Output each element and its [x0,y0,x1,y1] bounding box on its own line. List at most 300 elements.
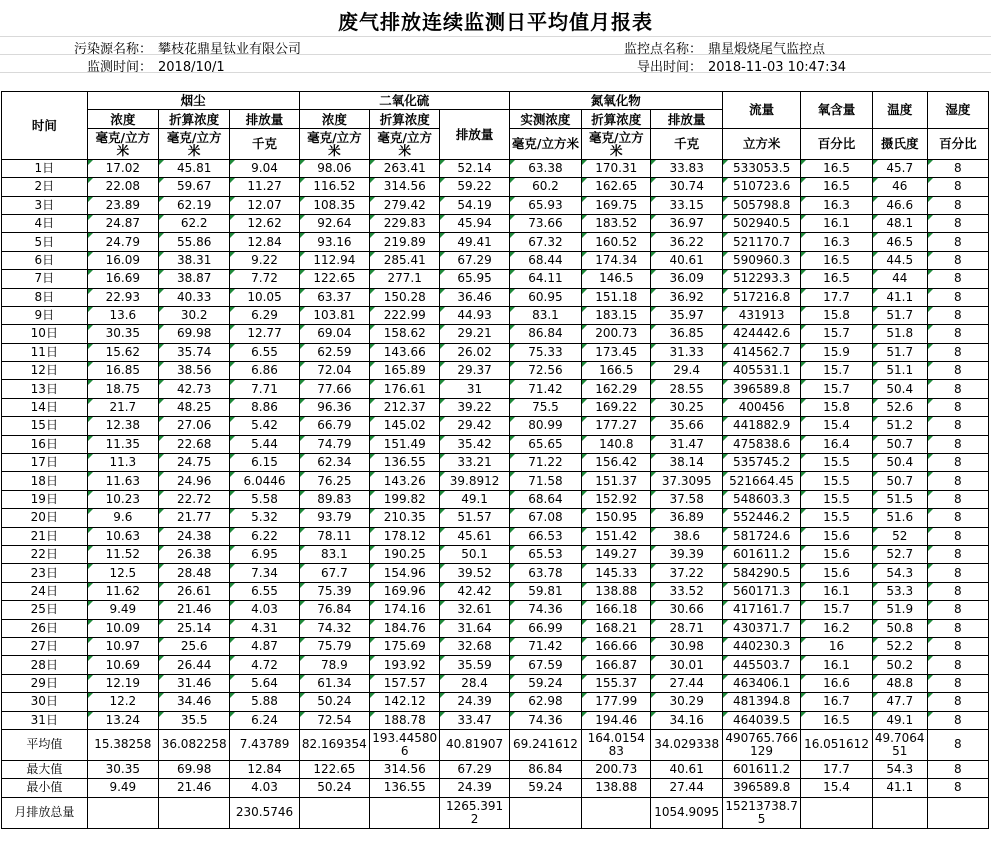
data-cell: 512293.3 [722,270,801,288]
header-dust-emission: 排放量 [230,110,299,128]
data-cell: 8 [927,362,988,380]
data-cell: 51.57 [440,509,509,527]
data-cell: 36.85 [651,325,722,343]
data-cell: 200.73 [582,325,651,343]
data-cell: 39.52 [440,564,509,582]
day-row [2,472,989,490]
data-cell: 59.81 [509,582,581,600]
data-cell: 21.46 [159,601,230,619]
data-cell: 521664.45 [722,472,801,490]
unit-c: 摄氏度 [872,128,927,159]
data-cell: 66.79 [299,417,369,435]
data-cell: 160.52 [582,233,651,251]
data-cell: 6.29 [230,306,299,324]
data-cell: 71.22 [509,454,581,472]
row-label: 17日 [2,454,88,472]
data-cell: 31.46 [159,674,230,692]
data-cell: 36.09 [651,270,722,288]
unit-mg: 毫克/立方米 [509,128,581,159]
data-cell: 6.0446 [230,472,299,490]
data-cell: 67.29 [440,251,509,269]
data-cell: 98.06 [299,159,369,177]
data-cell: 24.75 [159,454,230,472]
data-cell: 108.35 [299,196,369,214]
data-cell: 193.445806 [370,729,440,760]
data-cell: 15.4 [801,417,872,435]
data-cell: 68.44 [509,251,581,269]
data-cell: 65.95 [440,270,509,288]
data-cell: 52.2 [872,637,927,655]
data-cell: 24.38 [159,527,230,545]
data-cell: 184.76 [370,619,440,637]
data-cell: 22.08 [87,178,158,196]
data-cell: 164.015483 [582,729,651,760]
data-cell: 64.11 [509,270,581,288]
row-label: 24日 [2,582,88,600]
data-cell: 36.92 [651,288,722,306]
data-cell: 86.84 [509,760,581,778]
data-cell: 24.87 [87,214,158,232]
data-cell: 5.88 [230,693,299,711]
data-cell: 48.8 [872,674,927,692]
data-cell: 151.37 [582,472,651,490]
data-cell: 560171.3 [722,582,801,600]
data-cell: 8 [927,527,988,545]
data-cell: 75.5 [509,398,581,416]
data-cell: 183.15 [582,306,651,324]
data-cell: 8.86 [230,398,299,416]
day-row [2,178,989,196]
data-cell: 38.14 [651,454,722,472]
data-cell: 414562.7 [722,343,801,361]
data-cell: 150.28 [370,288,440,306]
data-cell: 505798.8 [722,196,801,214]
data-cell: 74.36 [509,711,581,729]
data-cell: 4.72 [230,656,299,674]
day-row [2,306,989,324]
data-cell: 60.2 [509,178,581,196]
data-cell: 16.5 [801,270,872,288]
data-cell: 96.36 [299,398,369,416]
data-cell: 154.96 [370,564,440,582]
data-cell: 67.29 [440,760,509,778]
data-cell: 59.24 [509,674,581,692]
data-cell: 12.38 [87,417,158,435]
data-cell: 15.7 [801,601,872,619]
data-cell: 65.65 [509,435,581,453]
data-cell: 8 [927,729,988,760]
data-cell: 63.37 [299,288,369,306]
data-cell: 16.5 [801,178,872,196]
data-cell: 45.81 [159,159,230,177]
row-label: 11日 [2,343,88,361]
data-cell: 156.42 [582,454,651,472]
data-cell: 40.61 [651,760,722,778]
data-cell: 35.42 [440,435,509,453]
data-cell: 93.79 [299,509,369,527]
data-cell: 8 [927,674,988,692]
data-cell: 27.06 [159,417,230,435]
data-cell: 1054.9095 [651,797,722,828]
data-cell: 31.33 [651,343,722,361]
source-label: 污染源名称： [73,42,152,57]
data-cell: 51.5 [872,490,927,508]
export-value: 2018-11-03 10:47:34 [708,60,847,75]
data-cell: 28.55 [651,380,722,398]
data-cell: 32.68 [440,637,509,655]
data-cell: 63.78 [509,564,581,582]
data-cell: 12.84 [230,233,299,251]
data-cell: 200.73 [582,760,651,778]
day-row [2,380,989,398]
data-cell: 50.8 [872,619,927,637]
data-cell: 9.49 [87,779,158,797]
data-cell: 166.18 [582,601,651,619]
data-cell: 11.3 [87,454,158,472]
data-cell: 66.53 [509,527,581,545]
data-cell: 26.61 [159,582,230,600]
data-cell: 424442.6 [722,325,801,343]
data-cell: 15.62 [87,343,158,361]
data-cell: 166.87 [582,656,651,674]
data-cell: 174.16 [370,601,440,619]
data-cell: 5.44 [230,435,299,453]
data-cell: 42.42 [440,582,509,600]
data-cell: 6.55 [230,343,299,361]
data-cell [801,797,872,828]
data-cell: 24.79 [87,233,158,251]
data-cell: 6.95 [230,545,299,563]
data-cell: 34.029338 [651,729,722,760]
data-cell: 12.07 [230,196,299,214]
row-label: 29日 [2,674,88,692]
header-so2-emission: 排放量 [440,110,509,159]
data-cell: 584290.5 [722,564,801,582]
data-cell: 15.7 [801,380,872,398]
data-cell: 229.83 [370,214,440,232]
data-cell: 32.61 [440,601,509,619]
day-row [2,398,989,416]
header-nox-measured: 实测浓度 [509,110,581,128]
data-cell: 9.04 [230,159,299,177]
data-cell: 69.98 [159,325,230,343]
max-row [2,760,989,778]
data-cell: 75.33 [509,343,581,361]
row-label: 月排放总量 [2,797,88,828]
data-cell: 54.19 [440,196,509,214]
data-cell: 31 [440,380,509,398]
data-cell: 65.53 [509,545,581,563]
data-cell: 59.67 [159,178,230,196]
data-cell: 155.37 [582,674,651,692]
data-cell: 24.39 [440,779,509,797]
data-cell: 59.22 [440,178,509,196]
data-cell: 67.59 [509,656,581,674]
data-cell: 31.64 [440,619,509,637]
data-cell: 138.88 [582,779,651,797]
data-cell: 51.7 [872,306,927,324]
export-time [570,56,846,75]
data-cell: 151.18 [582,288,651,306]
row-label: 最小值 [2,779,88,797]
data-cell: 10.05 [230,288,299,306]
day-row [2,343,989,361]
data-cell: 8 [927,306,988,324]
data-cell: 475838.6 [722,435,801,453]
header-humidity: 湿度 [927,92,988,129]
data-cell: 62.59 [299,343,369,361]
data-cell: 59.24 [509,779,581,797]
data-cell: 169.22 [582,398,651,416]
data-cell: 27.44 [651,674,722,692]
data-cell: 8 [927,601,988,619]
data-cell: 6.86 [230,362,299,380]
unit-kg: 千克 [651,128,722,159]
day-row [2,582,989,600]
unit-kg: 千克 [230,128,299,159]
data-cell: 16.6 [801,674,872,692]
data-cell: 50.24 [299,693,369,711]
data-cell: 21.7 [87,398,158,416]
row-label: 28日 [2,656,88,674]
data-cell: 44.5 [872,251,927,269]
row-label: 21日 [2,527,88,545]
data-cell: 52.7 [872,545,927,563]
data-cell: 37.22 [651,564,722,582]
data-cell: 41.1 [872,779,927,797]
data-cell: 16.2 [801,619,872,637]
row-label: 27日 [2,637,88,655]
data-cell: 50.4 [872,380,927,398]
data-cell: 8 [927,760,988,778]
data-cell: 8 [927,178,988,196]
data-cell: 168.21 [582,619,651,637]
unit-mg: 毫克/立方米 [370,128,440,159]
unit-mg: 毫克/立方米 [159,128,230,159]
data-cell: 417161.7 [722,601,801,619]
data-cell: 11.27 [230,178,299,196]
row-label: 25日 [2,601,88,619]
data-cell: 33.15 [651,196,722,214]
data-cell: 11.63 [87,472,158,490]
data-cell: 150.95 [582,509,651,527]
data-cell: 16.5 [801,711,872,729]
data-cell: 30.66 [651,601,722,619]
data-cell: 12.19 [87,674,158,692]
data-cell: 199.82 [370,490,440,508]
data-cell: 74.79 [299,435,369,453]
monitor-point [570,38,825,57]
unit-mg: 毫克/立方米 [299,128,369,159]
data-cell: 173.45 [582,343,651,361]
data-cell: 86.84 [509,325,581,343]
data-cell: 49.1 [872,711,927,729]
data-cell: 166.66 [582,637,651,655]
data-cell: 15.38258 [87,729,158,760]
data-cell: 1265.3912 [440,797,509,828]
data-cell: 8 [927,270,988,288]
data-cell: 112.94 [299,251,369,269]
data-cell: 463406.1 [722,674,801,692]
data-cell: 45.94 [440,214,509,232]
data-cell: 68.64 [509,490,581,508]
data-cell: 9.22 [230,251,299,269]
row-label: 7日 [2,270,88,288]
day-row [2,362,989,380]
data-cell: 49.41 [440,233,509,251]
data-cell: 16.69 [87,270,158,288]
data-cell: 35.97 [651,306,722,324]
data-cell [299,797,369,828]
data-cell: 67.08 [509,509,581,527]
row-label: 19日 [2,490,88,508]
data-cell: 8 [927,564,988,582]
report-body [2,159,989,828]
data-cell: 35.59 [440,656,509,674]
row-label: 9日 [2,306,88,324]
data-cell: 83.1 [509,306,581,324]
data-cell: 26.44 [159,656,230,674]
data-cell: 12.62 [230,214,299,232]
data-cell: 35.74 [159,343,230,361]
data-cell: 8 [927,472,988,490]
data-cell: 37.3095 [651,472,722,490]
data-cell: 136.55 [370,454,440,472]
data-cell: 74.32 [299,619,369,637]
data-cell: 50.1 [440,545,509,563]
data-cell: 8 [927,196,988,214]
data-cell: 30.01 [651,656,722,674]
header-flow: 流量 [722,92,801,129]
point-label: 监控点名称： [623,42,702,57]
header-nox-conv: 折算浓度 [582,110,651,128]
data-cell: 50.24 [299,779,369,797]
row-label: 5日 [2,233,88,251]
row-label: 22日 [2,545,88,563]
data-cell: 8 [927,656,988,674]
data-cell: 78.11 [299,527,369,545]
day-row [2,674,989,692]
data-cell: 62.98 [509,693,581,711]
data-cell: 80.99 [509,417,581,435]
data-cell: 33.83 [651,159,722,177]
data-cell: 136.55 [370,779,440,797]
header-temp: 温度 [872,92,927,129]
day-row [2,159,989,177]
data-cell: 21.77 [159,509,230,527]
data-cell: 145.33 [582,564,651,582]
data-cell: 15.6 [801,545,872,563]
data-cell: 169.75 [582,196,651,214]
data-cell: 6.55 [230,582,299,600]
data-cell: 143.26 [370,472,440,490]
data-cell: 29.21 [440,325,509,343]
header-nox-emission: 排放量 [651,110,722,128]
data-cell [927,797,988,828]
data-cell: 601611.2 [722,545,801,563]
day-row [2,288,989,306]
data-cell: 26.02 [440,343,509,361]
data-cell: 441882.9 [722,417,801,435]
data-cell: 21.46 [159,779,230,797]
data-cell: 69.241612 [509,729,581,760]
data-cell: 48.1 [872,214,927,232]
row-label: 3日 [2,196,88,214]
row-label: 2日 [2,178,88,196]
day-row [2,490,989,508]
data-cell: 35.5 [159,711,230,729]
data-cell: 18.75 [87,380,158,398]
data-cell: 122.65 [299,270,369,288]
data-cell: 16.051612 [801,729,872,760]
data-cell: 165.89 [370,362,440,380]
data-cell: 193.92 [370,656,440,674]
header-oxygen: 氧含量 [801,92,872,129]
monitor-time [20,56,225,75]
data-cell: 34.16 [651,711,722,729]
data-cell: 8 [927,454,988,472]
data-cell: 6.24 [230,711,299,729]
data-cell: 53.3 [872,582,927,600]
data-cell: 5.64 [230,674,299,692]
data-cell: 445503.7 [722,656,801,674]
data-cell: 15.7 [801,325,872,343]
data-cell: 142.12 [370,693,440,711]
data-cell: 177.99 [582,693,651,711]
row-label: 13日 [2,380,88,398]
data-cell: 17.7 [801,760,872,778]
row-label: 1日 [2,159,88,177]
data-cell: 16.5 [801,251,872,269]
data-cell: 46.6 [872,196,927,214]
day-row [2,435,989,453]
data-cell: 158.62 [370,325,440,343]
row-label: 26日 [2,619,88,637]
data-cell: 140.8 [582,435,651,453]
data-cell: 72.54 [299,711,369,729]
header-time: 时间 [2,92,88,160]
data-cell: 51.7 [872,343,927,361]
data-cell: 40.81907 [440,729,509,760]
unit-m3: 立方米 [722,128,801,159]
data-cell: 176.61 [370,380,440,398]
data-cell: 44 [872,270,927,288]
data-cell: 25.6 [159,637,230,655]
data-cell: 12.77 [230,325,299,343]
data-cell: 15.7 [801,362,872,380]
data-cell: 16.1 [801,214,872,232]
data-cell [159,797,230,828]
data-cell: 8 [927,779,988,797]
data-cell: 16.3 [801,196,872,214]
data-cell: 222.99 [370,306,440,324]
data-cell: 93.16 [299,233,369,251]
data-cell: 28.48 [159,564,230,582]
data-cell: 67.7 [299,564,369,582]
day-row [2,270,989,288]
day-row [2,711,989,729]
data-cell: 15.8 [801,398,872,416]
data-cell: 38.31 [159,251,230,269]
data-cell: 16.4 [801,435,872,453]
header-dust: 烟尘 [87,92,299,110]
data-cell: 6.15 [230,454,299,472]
data-cell [582,797,651,828]
data-cell: 35.66 [651,417,722,435]
day-row [2,196,989,214]
data-cell: 145.02 [370,417,440,435]
day-row [2,233,989,251]
